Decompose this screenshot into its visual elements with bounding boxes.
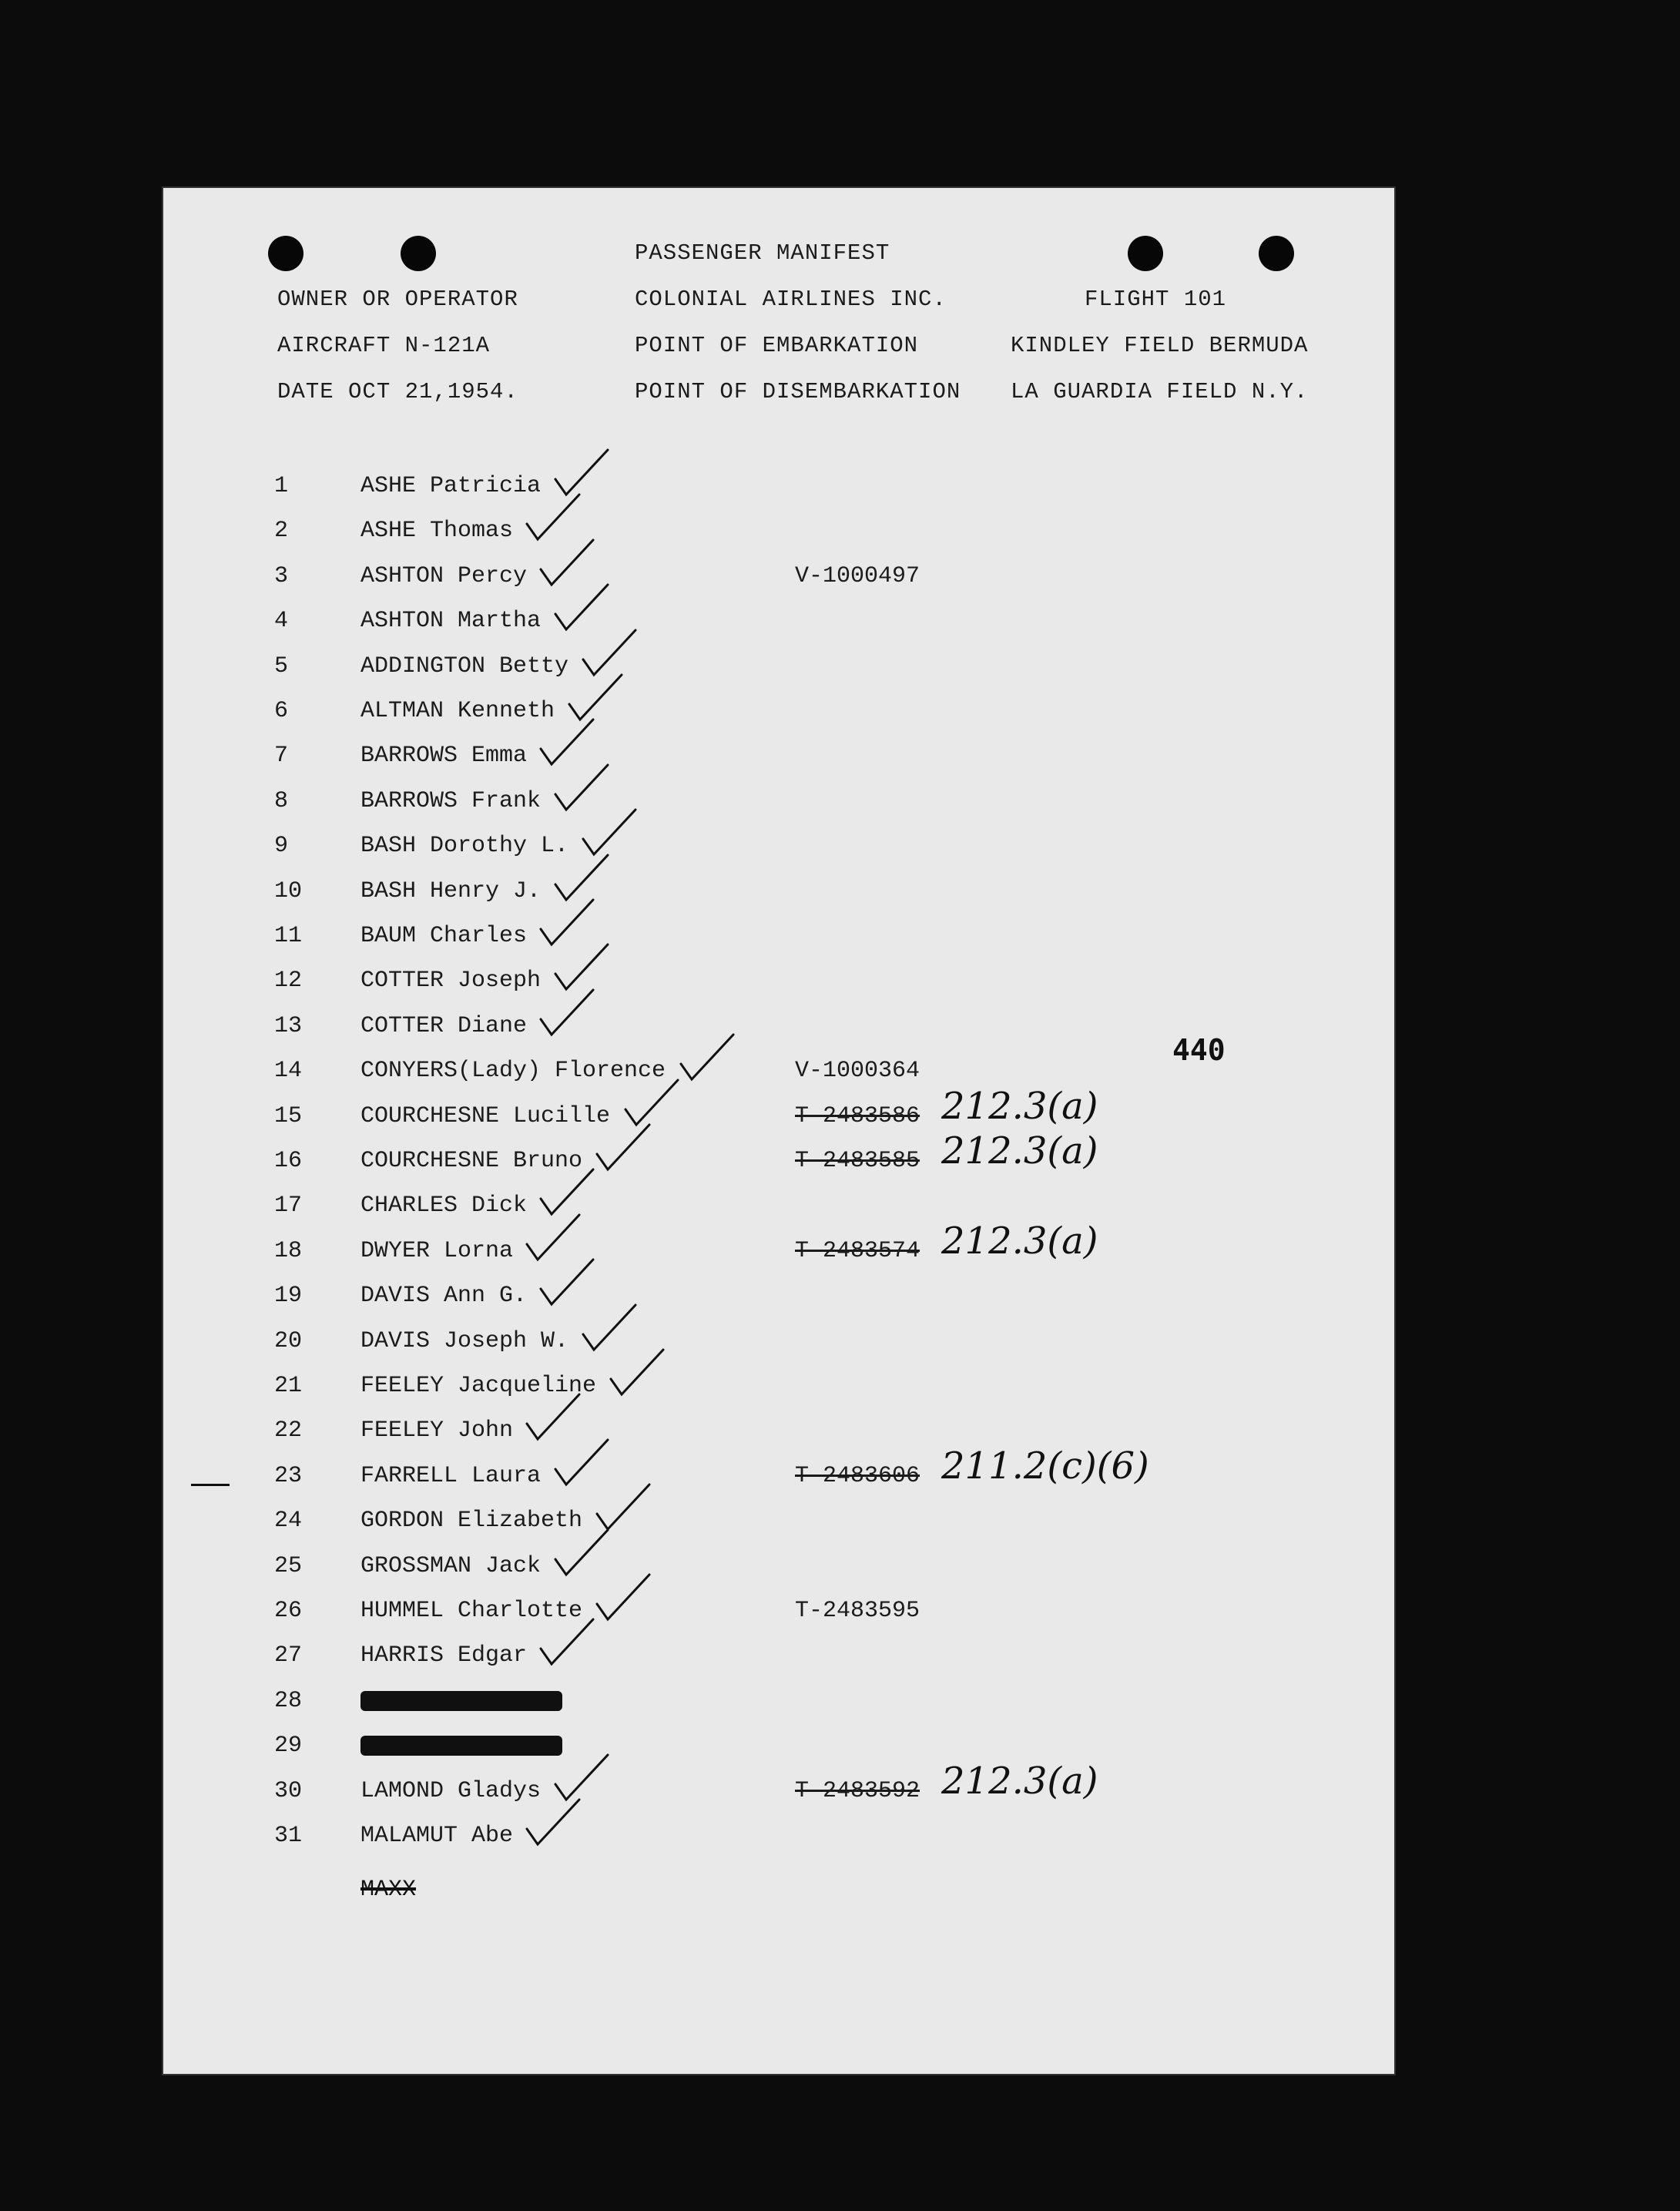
passenger-name: COURCHESNE Lucille [360,1103,611,1129]
passenger-number: 16 [274,1148,303,1174]
passenger-number: 1 [274,473,289,499]
passenger-name: BARROWS Frank [360,788,542,814]
passenger-number: 17 [274,1193,303,1219]
passenger-number: 9 [274,833,289,859]
document-number: T-2483574 [795,1238,920,1264]
passenger-name: COTTER Joseph [360,968,542,994]
disembarkation-value: LA GUARDIA FIELD N.Y. [1011,379,1309,404]
passenger-number: 13 [274,1013,303,1039]
passenger-name: DWYER Lorna [360,1238,514,1264]
passenger-number: 6 [274,698,289,724]
passenger-number: 25 [274,1553,303,1579]
passenger-name: CONYERS(Lady) Florence [360,1058,666,1084]
punch-hole [268,236,303,271]
document-number: T-2483606 [795,1463,920,1489]
flight-number: FLIGHT 101 [1085,287,1227,312]
passenger-name: ASHTON Martha [360,608,542,634]
passenger-name: GROSSMAN Jack [360,1553,542,1579]
checkmark-icon [522,1795,584,1849]
redacted-name [360,1691,562,1711]
manifest-title: PASSENGER MANIFEST [635,240,890,266]
passenger-number: 28 [274,1688,303,1714]
passenger-number: 5 [274,653,289,679]
checkmark-icon [676,1030,738,1084]
passenger-number: 30 [274,1778,303,1804]
punch-hole [1259,236,1294,271]
document-number: T-2483592 [795,1778,920,1804]
manifest-date: DATE OCT 21,1954. [277,379,518,404]
handwritten-annotation: 212.3(a) [941,1129,1098,1173]
passenger-name: ASHTON Percy [360,563,528,589]
passenger-number: 18 [274,1238,303,1264]
passenger-number: 27 [274,1642,303,1669]
passenger-name: ASHE Patricia [360,473,542,499]
document-number: T-2483595 [795,1598,920,1624]
passenger-number: 22 [274,1418,303,1444]
handwritten-annotation: 212.3(a) [941,1760,1098,1803]
passenger-name: BARROWS Emma [360,743,528,769]
punch-hole [1128,236,1163,271]
struck-entry: MAXX [360,1877,417,1903]
passenger-number: 24 [274,1508,303,1534]
page-stamp-number: 440 [1172,1033,1226,1067]
punch-hole [401,236,436,271]
owner-label: OWNER OR OPERATOR [277,287,518,312]
document-number: V-1000497 [795,563,920,589]
embarkation-label: POINT OF EMBARKATION [635,333,919,358]
passenger-number: 15 [274,1103,303,1129]
passenger-number: 26 [274,1598,303,1624]
passenger-number: 7 [274,743,289,769]
handwritten-annotation: 212.3(a) [941,1085,1098,1128]
document-number: T-2483585 [795,1148,920,1174]
passenger-name: GORDON Elizabeth [360,1508,583,1534]
passenger-name: DAVIS Joseph W. [360,1328,569,1354]
passenger-name: HUMMEL Charlotte [360,1598,583,1624]
handwritten-annotation: 212.3(a) [941,1220,1098,1263]
checkmark-icon [536,1615,598,1669]
passenger-number: 19 [274,1283,303,1309]
passenger-number: 8 [274,788,289,814]
passenger-name: COURCHESNE Bruno [360,1148,583,1174]
passenger-name: FEELEY Jacqueline [360,1373,597,1399]
owner-value: COLONIAL AIRLINES INC. [635,287,947,312]
passenger-number: 14 [274,1058,303,1084]
passenger-name: COTTER Diane [360,1013,528,1039]
passenger-name: BASH Henry J. [360,878,542,904]
margin-dash [191,1484,230,1486]
document-number: V-1000364 [795,1058,920,1084]
checkmark-icon [536,985,598,1039]
passenger-name: BASH Dorothy L. [360,833,569,859]
passenger-number: 11 [274,923,303,949]
redacted-name [360,1736,562,1756]
handwritten-annotation: 211.2(c)(6) [941,1444,1149,1488]
passenger-name: ADDINGTON Betty [360,653,569,679]
passenger-name: HARRIS Edgar [360,1642,528,1669]
passenger-number: 21 [274,1373,303,1399]
document-number: T-2483586 [795,1103,920,1129]
passenger-name: DAVIS Ann G. [360,1283,528,1309]
checkmark-icon [592,1120,654,1174]
passenger-number: 4 [274,608,289,634]
checkmark-icon [606,1345,668,1399]
passenger-name: ALTMAN Kenneth [360,698,555,724]
passenger-name: BAUM Charles [360,923,528,949]
passenger-number: 23 [274,1463,303,1489]
embarkation-value: KINDLEY FIELD BERMUDA [1011,333,1309,358]
passenger-number: 29 [274,1733,303,1759]
passenger-number: 20 [274,1328,303,1354]
passenger-name: ASHE Thomas [360,518,514,544]
passenger-number: 2 [274,518,289,544]
passenger-number: 3 [274,563,289,589]
passenger-number: 10 [274,878,303,904]
disembarkation-label: POINT OF DISEMBARKATION [635,379,961,404]
aircraft: AIRCRAFT N-121A [277,333,491,358]
passenger-name: MALAMUT Abe [360,1823,514,1849]
passenger-name: FARRELL Laura [360,1463,542,1489]
passenger-number: 31 [274,1823,303,1849]
checkmark-icon [592,1570,654,1624]
manifest-sheet [163,188,1394,2074]
passenger-number: 12 [274,968,303,994]
passenger-name: FEELEY John [360,1418,514,1444]
passenger-name: CHARLES Dick [360,1193,528,1219]
passenger-name: LAMOND Gladys [360,1778,542,1804]
